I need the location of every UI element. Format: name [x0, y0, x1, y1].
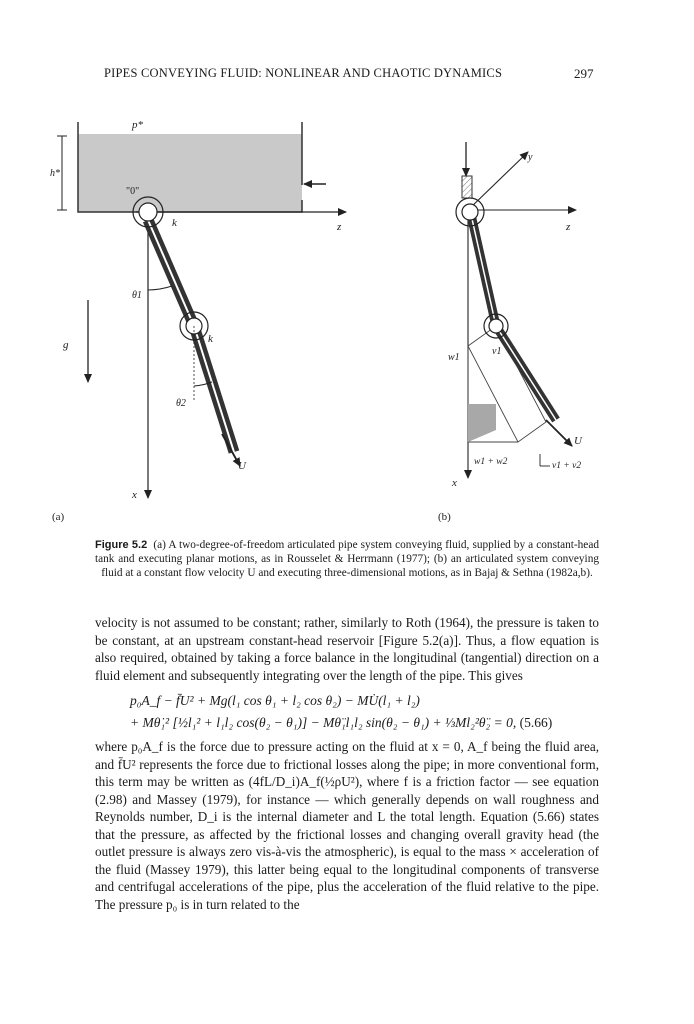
origin-label: "0" — [126, 186, 140, 197]
figure-5-2 — [0, 100, 694, 530]
panel-a-label: (a) — [52, 511, 65, 523]
caption-text: (a) A two-degree-of-freedom articulated pipe system conveying fluid, supplied by a constant-head tank and executing planar motions, as in Rousselet & Herrmann (1977); (b) an articulated system conveying fluid at a constant flow velocity U and executing three-dimensional motions, as in Bajaj & Sethna (1982a,b). — [95, 539, 599, 580]
page-number: 297 — [574, 66, 594, 81]
x-label-b: x — [452, 477, 457, 489]
g-label: g — [63, 339, 69, 351]
theta1-arc — [148, 286, 172, 290]
equation-line-2 — [130, 715, 552, 731]
z-label-a: z — [337, 221, 342, 233]
panel-b-label: (b) — [438, 511, 451, 523]
paragraph-1: velocity is not assumed to be constant; rather, similarly to Roth (1964), the pressure is taken to be constant, at an upstream constant-head reservoir [Figure 5.2(a)]. Thus, a flow equation is also required, obtained by taking a force balance in the longitudinal (tangential) direction on a fluid element and subsequently integrating over the length of the pipe. This gives — [95, 615, 599, 683]
w1-label: w1 — [448, 352, 460, 363]
v1-label: v1 — [492, 346, 502, 357]
caption-label: Figure 5.2 — [95, 539, 148, 551]
y-label-b: y — [528, 152, 533, 163]
panel-b — [438, 142, 583, 523]
p-star-label: p* — [132, 119, 143, 131]
pipe-bore-2 — [194, 326, 234, 452]
theta2-label: θ2 — [176, 398, 186, 409]
equation-line-1: p₀A_f − f̄U² + Mg(l₁ cos θ₁ + l₂ cos θ₂) − MU̇(l₁ + l₂) — [130, 693, 420, 708]
flow-u-arrow-b — [546, 420, 572, 446]
equation-number: (5.66) — [519, 715, 553, 730]
y-axis-b — [468, 152, 528, 210]
k-label-1: k — [172, 217, 177, 229]
page-header — [0, 66, 694, 86]
theta1-label: θ1 — [132, 290, 142, 301]
z-label-b: z — [566, 221, 571, 233]
u-label-a: U — [238, 460, 246, 472]
v1-v2-label: v1 + v2 — [552, 461, 582, 471]
w1-w2-label: w1 + w2 — [474, 457, 508, 467]
reservoir-fluid — [78, 134, 302, 212]
figure-caption — [95, 538, 599, 581]
support-b — [462, 176, 472, 198]
pipe-bore-1 — [148, 220, 194, 326]
h-star-label: h* — [50, 168, 60, 179]
k-label-2: k — [208, 333, 213, 345]
paragraph-2: where p₀A_f is the force due to pressure acting on the fluid at x = 0, A_f being the fluid area, and f̄U² represents the force due to frictional losses along the pipe; in more conventional form, this term may be written as (4fL/D_i)A_f(½ρU²), where f is a friction factor — see equation (2.98) and Massey (1979), for instance — which generally depends on wall roughness and Reynolds number, D_i is the internal diameter and L the total length. Equation (5.66) states that the pressure, as affected by the frictional losses and changing overall gravity head (the outlet pressure is always zero vis-à-vis the atmospheric), is equal to the mass × acceleration of the fluid (Massey 1979), this latter being equal to the longitudinal components of transverse and centrifugal accelerations of the pipe, plus the acceleration of the fluid relative to the pipe. The pressure p₀ is in turn related to the — [95, 739, 599, 912]
figure-drawing — [0, 100, 694, 530]
equation-line-2-body: + Mθ̇₁² [½l₁² + l₁l₂ cos(θ₂ − θ₁)] − Mθ̈₁l₁l₂ sin(θ₂ − θ₁) + ⅓Ml₂²θ̈₂ = 0, — [130, 715, 517, 730]
panel-a — [50, 119, 346, 523]
running-title: PIPES CONVEYING FLUID: NONLINEAR AND CHAOTIC DYNAMICS — [104, 66, 503, 80]
u-label-b: U — [574, 435, 582, 447]
x-label-a: x — [132, 489, 137, 501]
shaded-region — [468, 404, 496, 442]
